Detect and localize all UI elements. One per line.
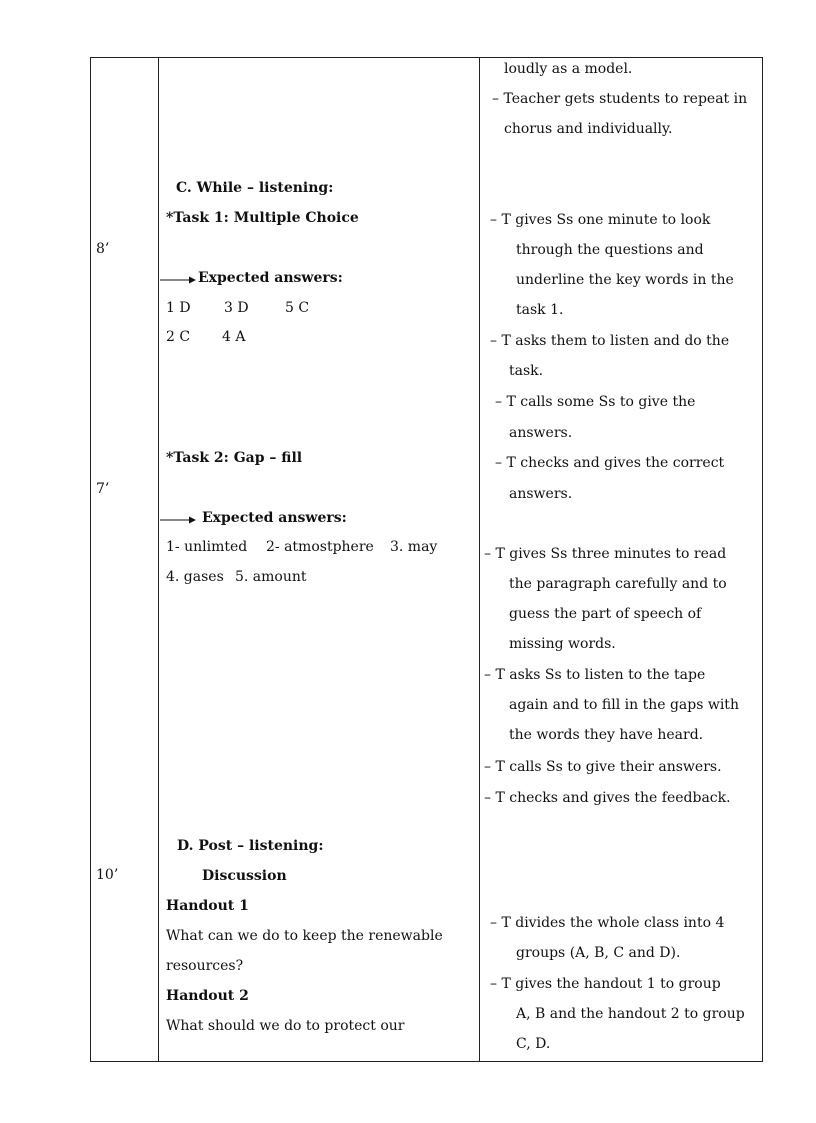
procedure-line: – T checks and gives the correct: [495, 455, 725, 471]
procedure-line: – T checks and gives the feedback.: [484, 790, 731, 806]
section-post-listening: D. Post – listening:: [177, 838, 324, 854]
procedure-line: – Teacher gets students to repeat in: [492, 91, 748, 107]
time-task1: 8’: [96, 241, 110, 257]
handout2-title: Handout 2: [166, 988, 249, 1004]
task2-answer: 2- atmostphere: [266, 539, 374, 555]
procedure-line: chorus and individually.: [504, 121, 673, 137]
procedure-line: through the questions and: [516, 242, 704, 258]
procedure-line: underline the key words in the: [516, 272, 734, 288]
arrow-right-icon: [160, 275, 196, 285]
task1-answer: 2 C: [166, 329, 191, 345]
task2-answer: 4. gases: [166, 569, 224, 585]
procedure-line: – T calls some Ss to give the: [495, 394, 696, 410]
procedure-line: – T divides the whole class into 4: [490, 915, 725, 931]
procedure-line: task 1.: [516, 302, 564, 318]
procedure-line: – T asks them to listen and do the: [490, 333, 730, 349]
procedure-line: answers.: [509, 425, 573, 441]
time-task2: 7’: [96, 481, 110, 497]
task1-expected-answers: Expected answers:: [198, 270, 343, 286]
handout1-question: What can we do to keep the renewable: [166, 928, 443, 944]
column-divider-2: [479, 58, 480, 1061]
task2-answer: 1- unlimted: [166, 539, 248, 555]
handout2-question: What should we do to protect our: [166, 1018, 405, 1034]
procedure-line: – T gives Ss three minutes to read: [484, 546, 727, 562]
handout1-title: Handout 1: [166, 898, 249, 914]
procedure-line: loudly as a model.: [504, 61, 633, 77]
procedure-line: – T calls Ss to give their answers.: [484, 759, 722, 775]
task2-title: *Task 2: Gap – fill: [166, 450, 303, 466]
procedure-line: again and to fill in the gaps with: [509, 697, 739, 713]
task1-title: *Task 1: Multiple Choice: [166, 210, 359, 226]
procedure-line: answers.: [509, 486, 573, 502]
arrow-right-icon: [160, 515, 196, 525]
procedure-line: – T gives the handout 1 to group: [490, 976, 721, 992]
task2-answer: 3. may: [390, 539, 438, 555]
procedure-line: groups (A, B, C and D).: [516, 945, 681, 961]
procedure-line: – T asks Ss to listen to the tape: [484, 667, 706, 683]
procedure-line: task.: [509, 363, 544, 379]
task1-answer: 4 A: [222, 329, 246, 345]
procedure-line: the paragraph carefully and to: [509, 576, 727, 592]
task1-answer: 1 D: [166, 300, 191, 316]
section-while-listening: C. While – listening:: [176, 180, 334, 196]
task2-expected-answers: Expected answers:: [202, 510, 347, 526]
procedure-line: guess the part of speech of: [509, 606, 702, 622]
time-post-listening: 10’: [96, 867, 119, 883]
procedure-line: – T gives Ss one minute to look: [490, 212, 711, 228]
column-divider-1: [158, 58, 159, 1061]
task1-answer: 3 D: [224, 300, 249, 316]
procedure-line: C, D.: [516, 1036, 551, 1052]
task1-answer: 5 C: [285, 300, 310, 316]
handout1-question: resources?: [166, 958, 244, 974]
task2-answer: 5. amount: [235, 569, 307, 585]
discussion-heading: Discussion: [202, 868, 287, 884]
procedure-line: the words they have heard.: [509, 727, 704, 743]
procedure-line: A, B and the handout 2 to group: [516, 1006, 745, 1022]
procedure-line: missing words.: [509, 636, 616, 652]
